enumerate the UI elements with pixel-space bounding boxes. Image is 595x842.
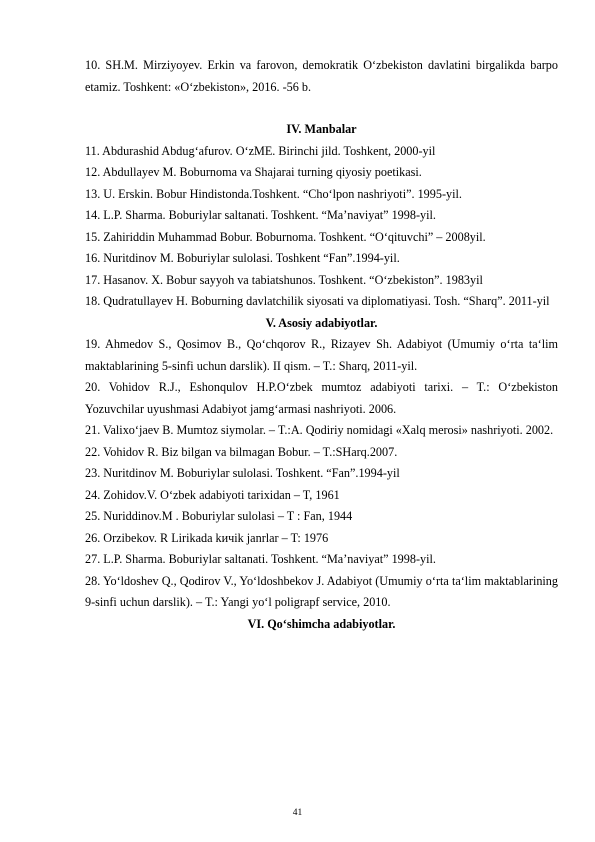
reference-item-15: 15. Zahiriddin Muhammad Bobur. Boburnoma. Toshkent. “O‘qituvchi” – 2008yil. xyxy=(85,229,486,244)
reference-item-14: 14. L.P. Sharma. Boburiylar saltanati. Toshkent. “Ma’naviyat” 1998-yil. xyxy=(85,208,436,222)
reference-item-21: 21. Valixo‘jaev B. Mumtoz siymolar. – T.:A. Qodiriy nomidagi «Xalq merosi» nashriyoti. 2002. xyxy=(85,423,554,437)
section-heading-qoshimcha-adabiyotlar: VI. Qo‘shimcha adabiyotlar. xyxy=(247,616,396,631)
page-number: 41 xyxy=(292,808,303,818)
reference-item-18: 18. Qudratullayev H. Boburning davlatchilik siyosati va diplomatiyasi. Tosh. “Sharq”. 2011-yil xyxy=(85,294,550,308)
reference-item-25: 25. Nuriddinov.M . Boburiylar sulolasi – T : Fan, 1944 xyxy=(85,509,353,523)
reference-item-16: 16. Nuritdinov M. Boburiylar sulolasi. Toshkent “Fan”.1994-yil. xyxy=(85,251,400,265)
reference-item-11: 11. Abdurashid Abdug‘afurov. O‘zME. Birinchi jild. Toshkent, 2000-yil xyxy=(85,143,436,158)
reference-item-28: 28. Yo‘ldoshev Q., Qodirov V., Yo‘ldoshbekov J. Adabiyot (Umumiy o‘rta ta‘lim maktablarining 9-sinfi uchun darslik). – T.: Yangi yo‘l poligrapf service, 2010. xyxy=(85,573,558,609)
reference-item-19: 19. Ahmedov S., Qosimov B., Qo‘chqorov R., Rizayev Sh. Adabiyot (Umumiy o‘rta ta‘lim maktablarining 5-sinfi uchun darslik). II qism. – T.: Sharq, 2011-yil. xyxy=(85,337,558,373)
section-heading-manbalar: IV. Manbalar xyxy=(286,122,357,136)
section-heading-asosiy-adabiyotlar: V. Asosiy adabiyotlar. xyxy=(265,315,378,330)
reference-item-17: 17. Hasanov. X. Bobur sayyoh va tabiatshunos. Toshkent. “O‘zbekiston”. 1983yil xyxy=(85,272,483,287)
reference-item-27: 27. L.P. Sharma. Boburiylar saltanati. Toshkent. “Ma’naviyat” 1998-yil. xyxy=(85,552,436,566)
reference-item-26: 26. Orzibekov. R Lirikada kичik janrlar – T: 1976 xyxy=(85,530,329,545)
reference-item-12: 12. Abdullayev M. Boburnoma va Shajarai turning qiyosiy poetikasi. xyxy=(85,165,422,179)
reference-item-20: 20. Vohidov R.J., Eshonqulov H.P.O‘zbek mumtoz adabiyoti tarixi. – T.: O‘zbekiston Yozuvchilar uyushmasi Adabiyot jamg‘armasi nashriyoti. 2006. xyxy=(85,380,558,416)
page-content xyxy=(85,55,558,635)
reference-item-10: 10. SH.M. Mirziyoyev. Erkin va farovon, demokratik O‘zbekiston davlatini birgalikda barpo etamiz. Toshkent: «O‘zbekiston», 2016. -56 b. xyxy=(85,58,558,94)
reference-item-13: 13. U. Erskin. Bobur Hindistonda.Toshkent. “Cho‘lpon nashriyoti”. 1995-yil. xyxy=(85,186,462,201)
reference-item-24: 24. Zohidov.V. O‘zbek adabiyoti tarixidan – T, 1961 xyxy=(85,487,340,502)
reference-item-23: 23. Nuritdinov M. Boburiylar sulolasi. Toshkent. “Fan”.1994-yil xyxy=(85,466,400,480)
spacer xyxy=(85,98,558,119)
reference-item-22: 22. Vohidov R. Biz bilgan va bilmagan Bobur. – T.:SHarq.2007. xyxy=(85,444,398,459)
